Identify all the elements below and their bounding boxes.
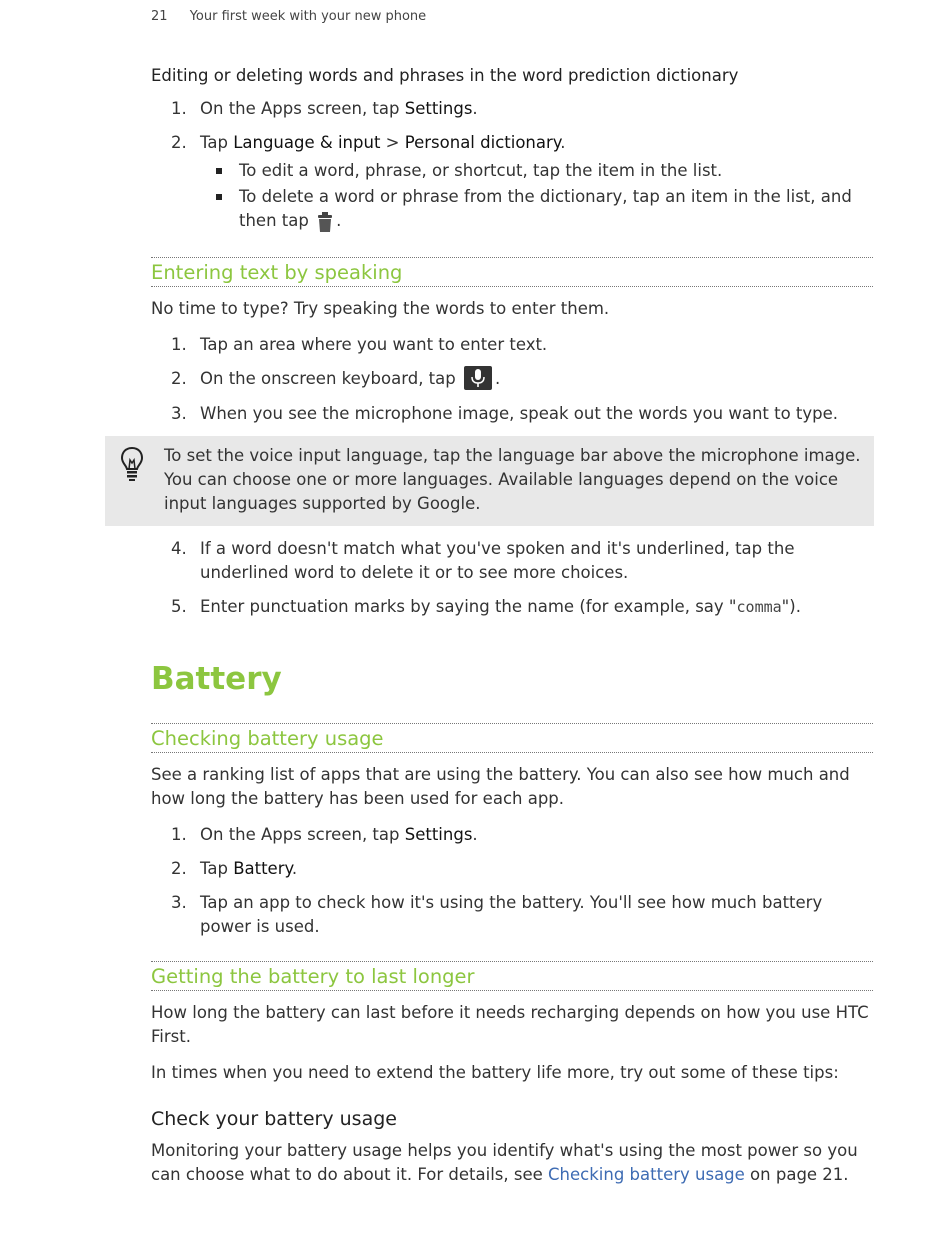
ui-term: Battery [233,858,292,878]
tip-box [105,436,874,526]
list-item [151,857,873,881]
list-item [151,595,873,619]
speaking-intro: No time to type? Try speaking the words to enter them. [151,299,610,318]
speaking-steps-continued [151,537,873,619]
step-number: 4. [171,538,187,558]
step-text: . [494,369,501,388]
battery-longer-para2: In times when you need to extend the battery life more, try out some of these tips: [151,1062,839,1082]
bullet-item [200,185,873,233]
chapter-heading-battery: Battery [151,660,282,697]
ui-term: Settings [404,824,473,844]
tip-text: To set the voice input language, tap the language bar above the microphone image. You can choose one or more languages. Available languages depend on the voice input languages supported by Google. [164,445,861,513]
list-item [151,402,873,426]
step-text: When you see the microphone image, speak out the words you want to type. [200,403,839,423]
chapter-title: Your first week with your new phone [189,9,427,24]
bullet-text: To delete a word or phrase from the dictionary, tap an item in the list, and then tap [239,187,852,230]
lightbulb-icon [120,446,144,482]
step-number: 5. [171,596,187,616]
bullet-text: To edit a word, phrase, or shortcut, tap the item in the list. [239,161,723,180]
step-number: 1. [171,335,187,354]
step-number: 2. [171,858,187,878]
list-item [151,537,873,585]
step-number: 1. [171,824,187,844]
step-text: Tap an app to check how it's using the battery. You'll see how much battery power is used. [200,892,823,936]
cross-reference-link[interactable]: Checking battery usage [548,1164,745,1184]
page-content [151,66,873,1199]
bullet-item [200,159,873,183]
section-heading-speaking: Entering text by speaking [151,257,873,287]
step-text: "). [781,596,801,616]
code-text: comma [736,597,782,616]
step-text: . [472,824,478,844]
step-text: On the Apps screen, tap [200,824,405,844]
ui-term: Personal dictionary [404,133,561,152]
step-text: If a word doesn't match what you've spoken and it's underlined, tap the underlined word to delete it or to see more choices. [200,538,795,582]
trash-icon [317,212,333,232]
running-header [151,9,426,24]
list-item [151,891,873,939]
bullet-list [200,159,873,233]
step-number: 1. [171,99,187,118]
list-item [151,823,873,847]
step-number: 3. [171,403,187,423]
dictionary-steps [151,97,873,233]
list-item [151,367,873,392]
step-text: Tap an area where you want to enter text. [200,335,548,354]
step-number: 3. [171,892,187,912]
paragraph-text: Monitoring your battery usage helps you identify what's using the most power so you can choose what to do about it. For details, see [151,1140,858,1184]
list-item [151,131,873,233]
paragraph-text: on page 21. [744,1164,849,1184]
step-text: > [380,133,405,152]
step-text: On the Apps screen, tap [200,99,405,118]
section-heading-battery-usage: Checking battery usage [151,723,873,753]
step-text: Tap [200,133,234,152]
microphone-icon [464,366,492,390]
list-item [151,333,873,357]
speaking-steps [151,333,873,426]
bullet-text: . [336,211,342,230]
list-item [151,97,873,121]
ui-term: Settings [404,99,473,118]
ui-term: Language & input [233,133,381,152]
step-number: 2. [171,369,187,388]
step-text: Enter punctuation marks by saying the name (for example, say " [200,596,737,616]
step-text: On the onscreen keyboard, tap [200,369,456,388]
battery-usage-intro: See a ranking list of apps that are using the battery. You can also see how much and how long the battery has been used for each app. [151,764,850,808]
battery-check-para [151,1139,873,1187]
page-number: 21 [151,9,168,24]
step-number: 2. [171,133,187,152]
battery-usage-steps [151,823,873,939]
section-heading-battery-longer: Getting the battery to last longer [151,961,873,991]
step-text: . [291,858,298,878]
battery-longer-para1: How long the battery can last before it needs recharging depends on how you use HTC First. [151,1002,869,1046]
step-text: . [472,99,478,118]
dictionary-edit-title: Editing or deleting words and phrases in the word prediction dictionary [151,66,739,85]
step-text: . [560,133,566,152]
step-text: Tap [200,858,234,878]
sub-heading-check-usage: Check your battery usage [151,1107,397,1130]
